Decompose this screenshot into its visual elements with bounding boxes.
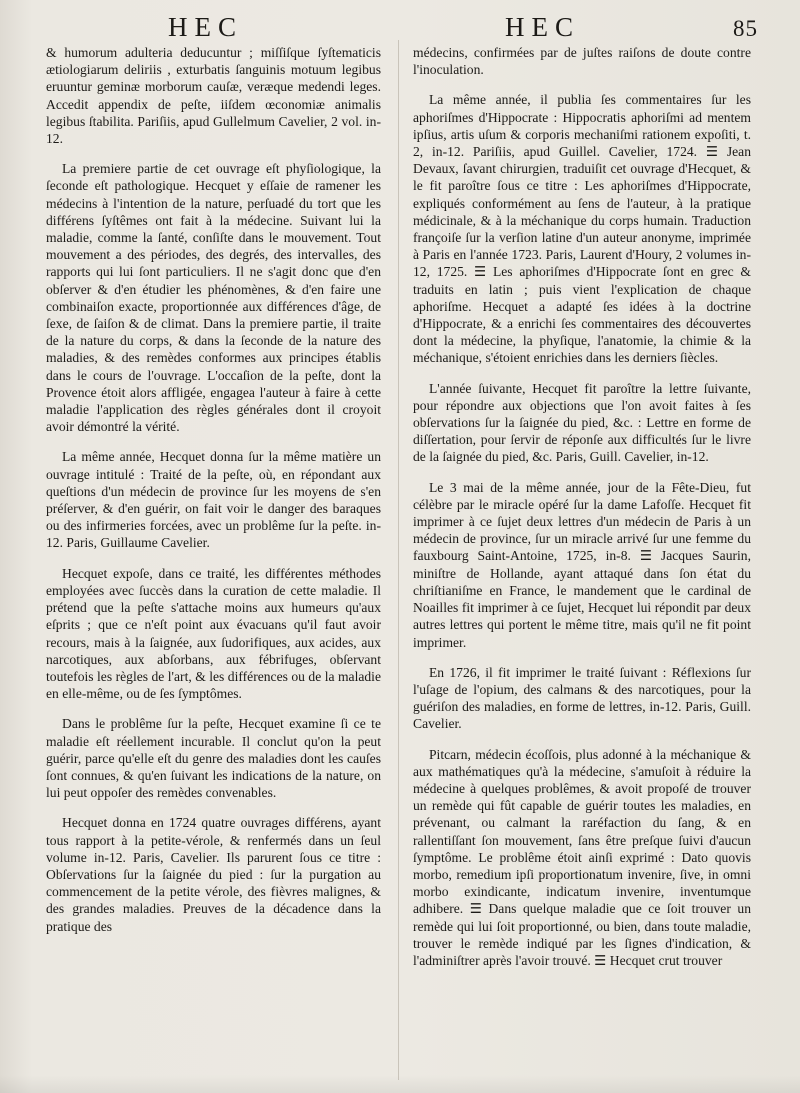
left-column bbox=[46, 44, 381, 935]
header-right-word: HEC bbox=[505, 12, 580, 42]
right-paragraph-4: Le 3 mai de la même année, jour de la Fête-Dieu, fut célèbre par le miracle opéré ſur la dame Lafoſſe. Hecquet fit imprimer à ce ſujet deux lettres d'un médecin de Paris à un médecin de province, ſur un miracle arrivé ſur une femme du fauxbourg Saint-Antoine, 1725, in-8. ☰ Jacques Saurin, miniſtre de Hollande, ayant attaqué dans ſon état du chriſtianiſme en France, le mandement que le cardinal de Noailles fit imprimer à ce ſujet, Hecquet lui répondit par deux autres lettres qui portent le même titre, mais qu'il ne fit point imprimer. bbox=[413, 479, 751, 650]
left-paragraph-1: & humorum adulteria deducuntur ; miſſiſque ſyſtematicis ætiologiarum deliriis , exturbatis ſanguinis motuum legibus eruuntur geminæ morborum cauſæ, veræque medendi leges. Accedit appendix de peſte, iiſdem œconomiæ animalis legibus ſtabilita. Pariſiis, apud Gullelmum Cavelier, 2 vol. in-12. bbox=[46, 45, 381, 147]
running-header bbox=[0, 12, 800, 42]
left-paragraph-3: La même année, Hecquet donna ſur la même matière un ouvrage intitulé : Traité de la peſte, où, en répondant aux queſtions d'un médecin de province ſur les moyens de s'en préſerver, & d'en guérir, on fait voir le danger des baraques ou des infirmeries forcées, avec un problême ſur la peſte. in-12. Paris, Guillaume Cavelier. bbox=[46, 449, 381, 551]
page-number: 85 bbox=[733, 16, 758, 41]
left-paragraph-5: Dans le problême ſur la peſte, Hecquet examine ſi ce te maladie eſt réellement incurable. Il conclut qu'on la peut guérir, parce qu'elle eſt du genre des maladies dont les cauſes ſont connues, & qu'en ſuivant les indications de la nature, on lui peut oppoſer des remèdes convenables. bbox=[46, 716, 381, 801]
left-paragraph-6: Hecquet donna en 1724 quatre ouvrages différens, ayant tous rapport à la petite-vérole, & renfermés dans un ſeul volume in-12. Paris, Cavelier. Ils parurent ſous ce titre : Obſervations ſur la ſaignée du pied : ſur la purgation au commencement de la petite vérole, des fièvres malignes, & des grandes maladies. Preuves de la décadence dans la pratique des bbox=[46, 815, 381, 934]
right-paragraph-2: La même année, il publia ſes commentaires ſur les aphoriſmes d'Hippocrate : Hippocratis aphoriſmi ad mentem ipſius, artis uſum & corporis mechaniſmi rationem expoſiti, t. 2, in-12. Pariſiis, apud Guillel. Cavelier, 1724. ☰ Jean Devaux, ſavant chirurgien, traduiſit cet ouvrage d'Hecquet, & le fit paroître ſous ce titre : Les aphoriſmes d'Hippocrate, expliqués conformément au ſens de l'auteur, à la pratique médicinale, & à la méchanique du corps humain. Traduction françoiſe ſur la verſion latine d'un auteur anonyme, imprimée à Paris en l'année 1723. Paris, Laurent d'Houry, 2 volumes in-12, 1725. ☰ Les aphoriſmes d'Hippocrate ſont en grec & traduits en latin ; puis vient l'explication de chaque aphoriſme. Hecquet a adapté ſes idées à la doctrine d'Hippocrate, & a enrichi ſes commentaires des découvertes dont la médecine, la phyſique, l'anatomie, la chimie & la méchanique, s'étoient enrichies dans les derniers ſiècles. bbox=[413, 92, 751, 366]
right-paragraph-6: Pitcarn, médecin écoſſois, plus adonné à la méchanique & aux mathématiques qu'à la médecine, s'amuſoit à réduire la médecine à quelques problêmes, & avoit propoſé de trouver un remède qui fût capable de guérir toutes les maladies, en prévenant, ou calmant la raréfaction du ſang, & en rallentiſſant ſon mouvement, ſans être preſque ſuivi d'aucun ſymptôme. Le problême étoit ainſi exprimé : Dato quovis morbo, remedium ipſi proportionatum invenire, ſive, in omni morbo exindicante, indicatum invenire, inventumque adhibere. ☰ Dans quelque maladie que ce ſoit trouver un remède qui lui ſoit proportionné, ou bien, dans toute maladie, trouver le remède indiqué par les ſignes d'indication, & l'adminiſtrer après l'avoir trouvé. ☰ Hecquet crut trouver bbox=[413, 746, 751, 968]
right-column bbox=[413, 44, 751, 969]
left-paragraph-2: La premiere partie de cet ouvrage eſt phyſiologique, la ſeconde eſt pathologique. Hecquet y eſſaie de ramener les médecins à l'intention de la nature, perſuadé du tort que les différens ſyſtêmes ont fait à la médecine. Suivant lui la maladie, comme la ſanté, conſiſte dans le mouvement. Tout mouvement a des périodes, des degrés, des intervalles, des rapports qui lui ſont particuliers. Il ne s'agit donc que d'en obſerver & d'en étudier les phénomènes, & d'en faire une combinaiſon exacte, proportionnée aux différences d'âge, de ſexe, de ſaiſon & de climat. Dans la premiere partie, il traite de la nature du corps, & dans la ſeconde de la nature des maladies, & des remèdes conformes aux principes établis dans le cours de l'ouvrage. L'occaſion de la peſte, dont la Provence étoit alors affligée, engagea l'auteur à faire à cette maladie l'application des règles générales dont il croyoit avoir démontré la vérité. bbox=[46, 161, 381, 435]
right-paragraph-1: médecins, confirmées par de juſtes raiſons de doute contre l'inoculation. bbox=[413, 45, 751, 78]
page-edge-shade bbox=[0, 1075, 800, 1093]
column-divider bbox=[398, 40, 399, 1080]
left-paragraph-4: Hecquet expoſe, dans ce traité, les différentes méthodes employées avec ſuccès dans la curation de cette maladie. Il prétend que la peſte s'attache moins aux humeurs qu'aux eſprits ; que ce n'eſt point aux évacuans qu'il faut avoir recours, mais à la ſaignée, aux ſudorifiques, aux acides, aux narcotiques, aux abſorbans, aux fébrifuges, obſervant toutefois les règles de l'art, & les différences ou de la maladie en elle-même, ou de ſes ſymptômes. bbox=[46, 565, 381, 702]
header-left-word: HEC bbox=[168, 12, 243, 42]
right-paragraph-5: En 1726, il fit imprimer le traité ſuivant : Réflexions ſur l'uſage de l'opium, des calmans & des narcotiques, pour la guériſon des maladies, en forme de lettres, in-12. Paris, Guill. Cavelier. bbox=[413, 664, 751, 732]
right-paragraph-3: L'année ſuivante, Hecquet fit paroître la lettre ſuivante, pour répondre aux objections que l'on avoit faites à ſes obſervations ſur la ſaignée du pied, &c. : Lettre en forme de diſſertation, pour ſervir de réponſe aux difficultés ſur le livre de la ſaignée du pied, &c. Paris, Guill. Cavelier, in-12. bbox=[413, 380, 751, 465]
